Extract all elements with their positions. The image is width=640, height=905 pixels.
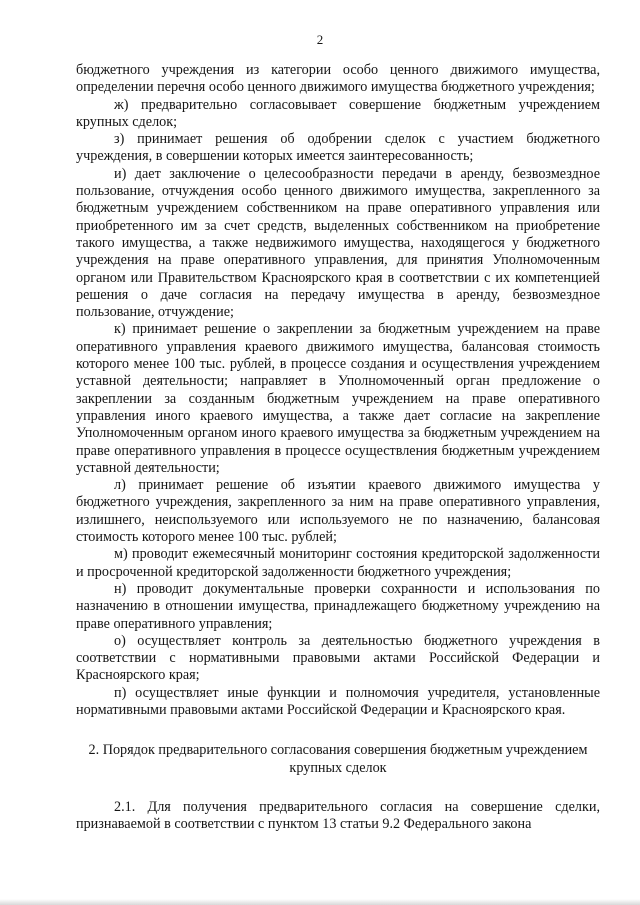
paragraph-item-k: к) принимает решение о закреплении за бюджетным учреждением на праве оперативного управления краевого движимого имущества, балансовая стоимость которого менее 100 тыс. рублей, в процессе создания и осуществления учреждением уставной деятельности; направляет в Уполномоченный орган предложение о закреплении за созданным бюджетным учреждением на праве оперативного управления иного краевого имущества, а также дает согласие на закрепление Уполномоченным органом иного краевого имущества за бюджетным учреждением на праве оперативного управления в процессе осуществления бюджетным учреждением уставной деятельности; bbox=[76, 321, 600, 476]
paragraph-item-m: м) проводит ежемесячный мониторинг состояния кредиторской задолженности и просроченной кредиторской задолженности бюджетного учреждения; bbox=[76, 546, 600, 580]
paragraph-item-z: з) принимает решения об одобрении сделок с участием бюджетного учреждения, в совершении которых имеется заинтересованность; bbox=[76, 131, 600, 165]
paragraph-item-i: и) дает заключение о целесообразности передачи в аренду, безвозмездное пользование, отчуждения особо ценного движимого имущества, закрепленного за бюджетным учреждением собственником на праве оперативного управления или приобретенного им за счет средств, выделенных собственником на приобретение такого имущества, а также недвижимого имущества, находящегося у бюджетного учреждения на праве оперативного управления, для принятия Уполномоченным органом или Правительством Красноярского края в соответствии с их компетенцией решения о даче согласия на передачу имущества в аренду, безвозмездное пользование, отчуждение; bbox=[76, 165, 600, 321]
paragraph-item-o: о) осуществляет контроль за деятельностью бюджетного учреждения в соответствии с нормативными правовыми актами Российской Федерации и Красноярского края; bbox=[76, 632, 600, 684]
page-number: 2 bbox=[316, 32, 324, 47]
paragraph-item-l: л) принимает решение об изъятии краевого движимого имущества у бюджетного учреждения, закрепленного за ним на праве оперативного управления, излишнего, неиспользуемого или используемого не по назначению, балансовая стоимость которого менее 100 тыс. рублей; bbox=[76, 477, 600, 546]
paragraph-item-p: п) осуществляет иные функции и полномочия учредителя, установленные нормативными правовыми актами Российской Федерации и Красноярского края. bbox=[76, 684, 600, 718]
section-heading: 2. Порядок предварительного согласования совершения бюджетным учреждением крупных сделок bbox=[88, 742, 588, 776]
document-body bbox=[76, 62, 600, 833]
paragraph-2-1: 2.1. Для получения предварительного согласия на совершение сделки, признаваемой в соответствии с пунктом 13 статьи 9.2 Федерального закона bbox=[76, 798, 600, 833]
paragraph-item-n: н) проводит документальные проверки сохранности и использования по назначению в отношении имущества, принадлежащего бюджетному учреждению на праве оперативного управления; bbox=[76, 580, 600, 632]
paragraph-continuation: бюджетного учреждения из категории особо ценного движимого имущества, определении перечня особо ценного движимого имущества бюджетного учреждения; bbox=[76, 62, 600, 96]
scan-edge bbox=[0, 899, 640, 905]
paragraph-item-zh: ж) предварительно согласовывает совершение бюджетным учреждением крупных сделок; bbox=[76, 96, 600, 130]
